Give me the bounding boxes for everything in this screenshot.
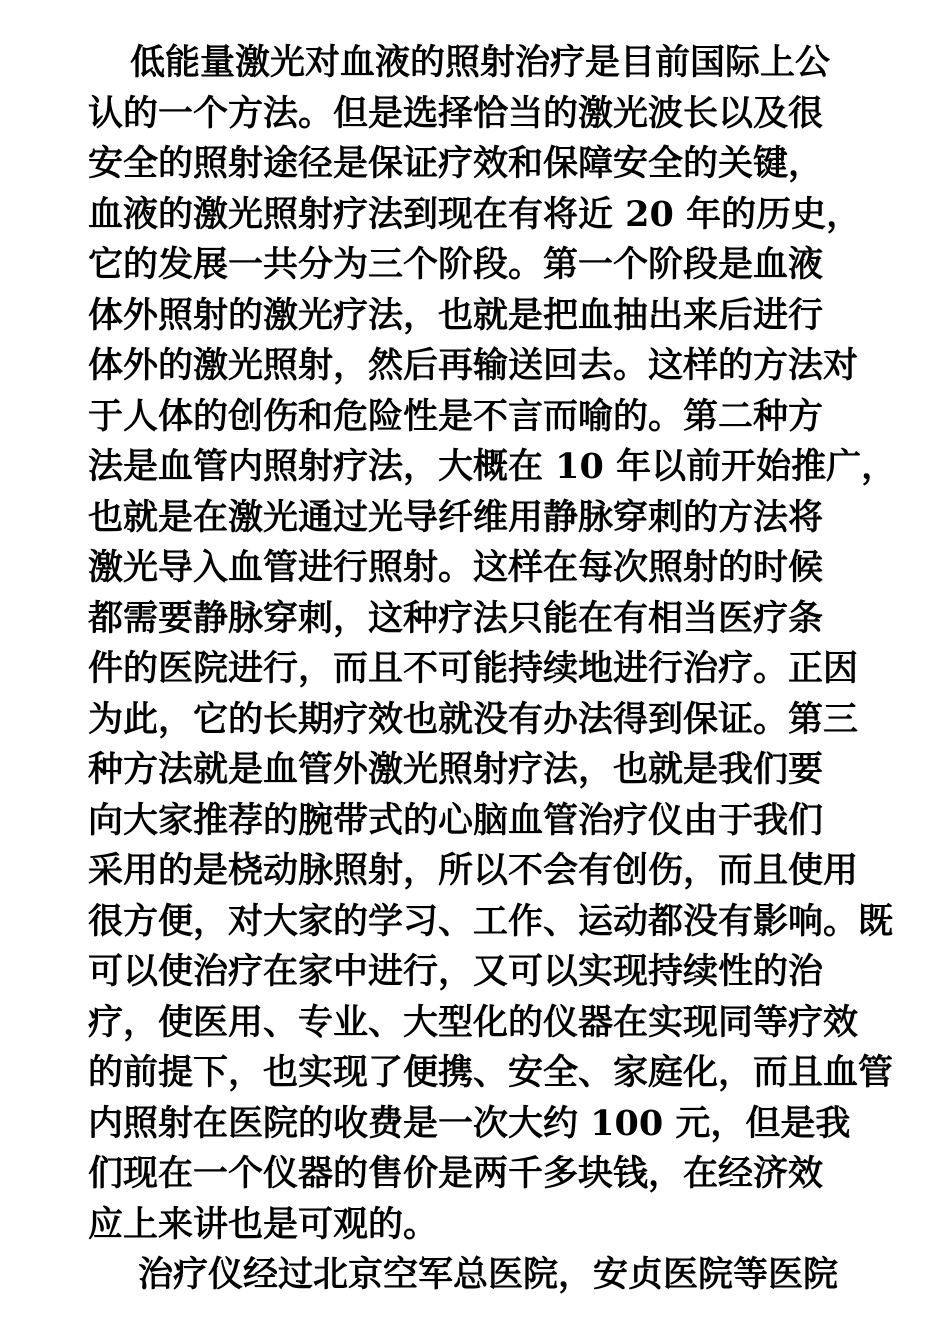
text-line: 血液的激光照射疗法到现在有将近 20 年的历史， xyxy=(88,193,862,235)
text-line: 也就是在激光通过光导纤维用静脉穿刺的方法将 xyxy=(88,496,824,538)
text-line: 低能量激光对血液的照射治疗是目前国际上公 xyxy=(130,42,831,83)
text-line: 法是血管内照射疗法，大概在 10 年以前开始推广， xyxy=(88,446,897,487)
text-line: 体外照射的激光疗法，也就是把血抽出来后进行 xyxy=(88,294,824,336)
text-line: 们现在一个仪器的售价是两千多块钱，在经济效 xyxy=(88,1153,824,1194)
paragraph-2 xyxy=(88,1250,860,1301)
text-line: 的前提下，也实现了便携、安全、家庭化，而且血管 xyxy=(88,1052,894,1093)
text-line: 治疗仪经过北京空军总医院，安贞医院等医院 xyxy=(138,1254,839,1295)
text-line: 应上来讲也是可观的。 xyxy=(88,1203,439,1245)
paragraph-1 xyxy=(88,38,897,1250)
text-line: 它的发展一共分为三个阶段。第一个阶段是血液 xyxy=(88,244,824,285)
text-line: 采用的是桡动脉照射，所以不会有创伤，而且使用 xyxy=(88,850,859,891)
text-line: 疗，使医用、专业、大型化的仪器在实现同等疗效 xyxy=(88,1001,859,1043)
text-line: 于人体的创伤和危险性是不言而喻的。第二种方 xyxy=(88,395,824,437)
text-line: 都需要静脉穿刺，这种疗法只能在有相当医疗条 xyxy=(88,597,824,639)
text-line: 激光导入血管进行照射。这样在每次照射的时候 xyxy=(88,547,824,588)
text-line: 体外的激光照射，然后再输送回去。这样的方法对 xyxy=(88,345,859,386)
text-line: 很方便，对大家的学习、工作、运动都没有影响。既 xyxy=(88,900,894,942)
body-text xyxy=(88,38,897,1301)
text-line: 安全的照射途径是保证疗效和保障安全的关键， xyxy=(88,143,824,184)
text-line: 件的医院进行，而且不可能持续地进行治疗。正因 xyxy=(88,648,859,689)
text-line: 认的一个方法。但是选择恰当的激光波长以及很 xyxy=(88,92,824,134)
text-line: 可以使治疗在家中进行，又可以实现持续性的治 xyxy=(88,951,824,992)
text-line: 向大家推荐的腕带式的心脑血管治疗仪由于我们 xyxy=(88,799,824,841)
text-line: 种方法就是血管外激光照射疗法，也就是我们要 xyxy=(88,749,824,790)
text-line: 内照射在医院的收费是一次大约 100 元，但是我 xyxy=(88,1102,851,1144)
text-line: 为此，它的长期疗效也就没有办法得到保证。第三 xyxy=(88,698,859,740)
